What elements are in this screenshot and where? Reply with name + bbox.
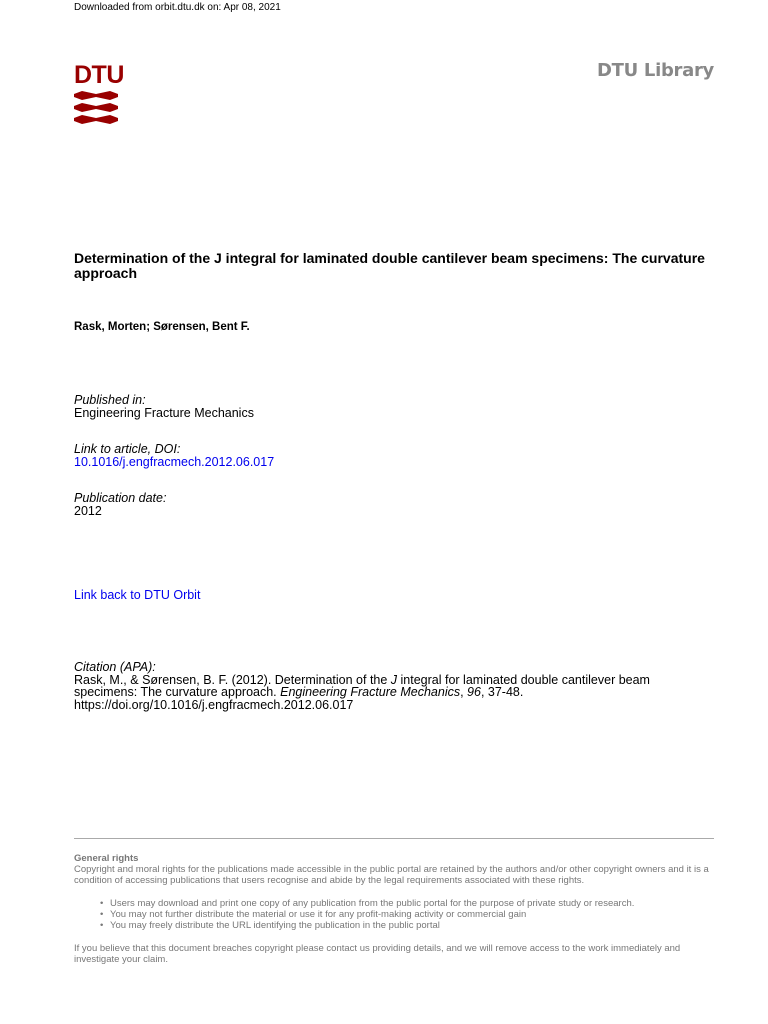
publication-date bbox=[74, 492, 714, 518]
paper-title: Determination of the J integral for laminated double cantilever beam specimens: The curvature approach bbox=[74, 250, 705, 281]
paper-authors: Rask, Morten; Sørensen, Bent F. bbox=[74, 321, 250, 333]
publication-date-label: Publication date: bbox=[74, 491, 167, 505]
doi-label: Link to article, DOI: bbox=[74, 442, 181, 456]
published-in-value: Engineering Fracture Mechanics bbox=[74, 406, 254, 420]
citation-journal: Engineering Fracture Mechanics bbox=[280, 685, 461, 699]
dtu-logo-text: DTU bbox=[74, 61, 124, 89]
rights-bullet: • Users may download and print one copy of any publication from the public portal for the purpose of private study or research. bbox=[100, 898, 719, 909]
divider bbox=[74, 838, 714, 839]
rights-bullets bbox=[100, 898, 719, 931]
doi-section bbox=[74, 443, 714, 469]
citation-j: J bbox=[390, 672, 398, 687]
rights-bullet: • You may not further distribute the material or use it for any profit-making activity or commercial gain bbox=[100, 909, 719, 920]
citation-text bbox=[74, 674, 714, 699]
general-rights bbox=[74, 853, 719, 965]
dtu-logo-icon bbox=[74, 91, 118, 125]
citation-part1: Rask, M., & Sørensen, B. F. (2012). Determination of the bbox=[74, 672, 391, 687]
citation-doi-url: https://doi.org/10.1016/j.engfracmech.2012.06.017 bbox=[74, 697, 354, 712]
doi-link[interactable]: 10.1016/j.engfracmech.2012.06.017 bbox=[74, 455, 275, 469]
rights-body: Copyright and moral rights for the publications made accessible in the public portal are retained by the authors and/or other copyright owners and it is a condition of accessing publications that users recognise and abide by the legal requirements associated with these rights. bbox=[74, 864, 709, 886]
citation-part2: integral for laminated double cantilever beam specimens: The curvature approach. bbox=[74, 672, 650, 699]
dtu-library-title: DTU Library bbox=[597, 60, 714, 81]
published-in bbox=[74, 394, 714, 420]
rights-bullet: • You may freely distribute the URL identifying the publication in the public portal bbox=[100, 920, 719, 931]
rights-heading: General rights bbox=[74, 853, 139, 864]
rights-footer: If you believe that this document breaches copyright please contact us providing details, and we will remove access to the work immediately and investigate your claim. bbox=[74, 943, 681, 965]
citation-label: Citation (APA): bbox=[74, 660, 156, 674]
publication-date-value: 2012 bbox=[74, 504, 102, 518]
citation-sep: , bbox=[460, 685, 468, 699]
dtu-logo bbox=[74, 61, 124, 127]
dtu-orbit-link[interactable]: Link back to DTU Orbit bbox=[74, 588, 201, 602]
citation-volume: 96 bbox=[467, 685, 481, 699]
published-in-label: Published in: bbox=[74, 393, 146, 407]
citation-part3: , 37-48. bbox=[480, 685, 524, 699]
citation-section bbox=[74, 661, 714, 711]
download-note: Downloaded from orbit.dtu.dk on: Apr 08, 2021 bbox=[74, 2, 281, 13]
